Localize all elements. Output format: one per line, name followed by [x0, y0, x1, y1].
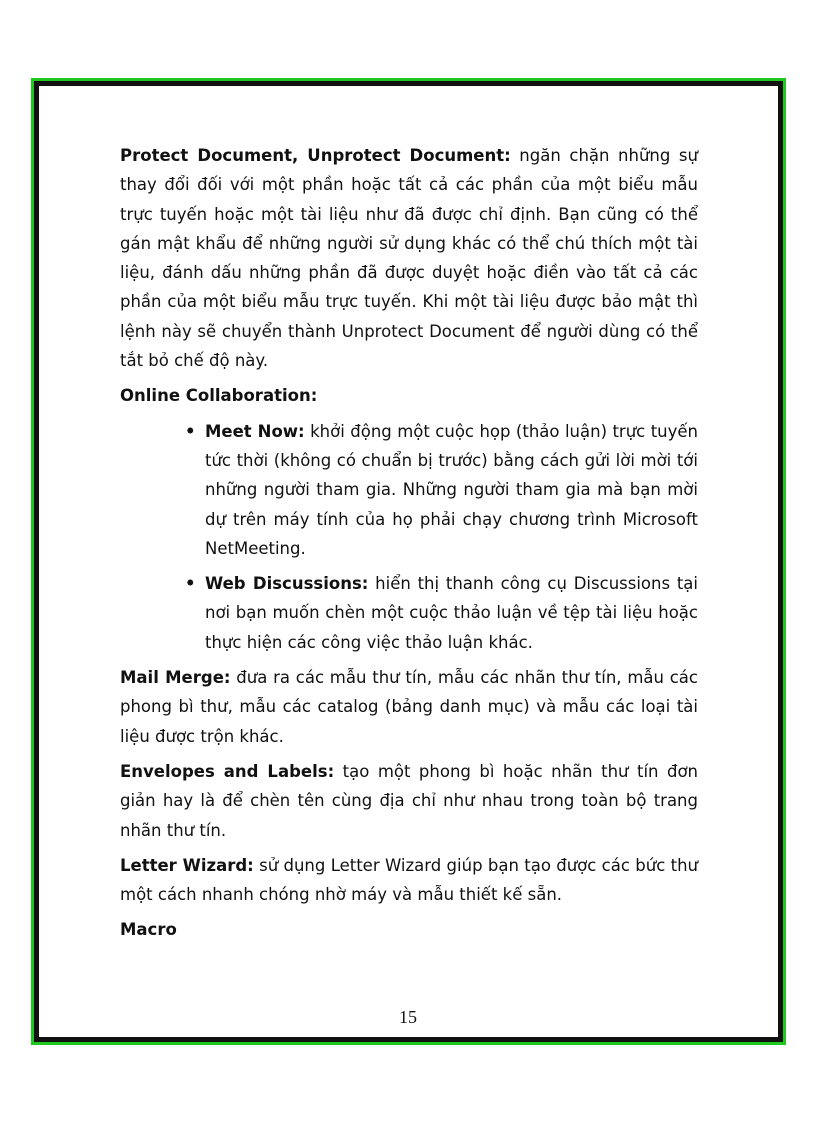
term-letter-wizard: Letter Wizard: — [120, 855, 254, 875]
online-collaboration-list — [120, 417, 698, 657]
term-mail-merge: Mail Merge: — [120, 668, 231, 688]
description-letter-wizard: sử dụng Letter Wizard giúp bạn tạo được các bức thư một cách nhanh chóng nhờ máy và mẫu thiết kế sẵn. — [120, 855, 698, 905]
heading-macro — [120, 915, 698, 944]
heading-macro-text: Macro — [120, 920, 177, 940]
document-body — [120, 141, 698, 951]
paragraph-letter-wizard — [120, 851, 698, 910]
paragraph-mail-merge — [120, 663, 698, 751]
heading-online-collaboration-text: Online Collaboration: — [120, 386, 318, 406]
term-meet-now: Meet Now: — [205, 421, 305, 441]
heading-online-collaboration — [120, 381, 698, 410]
term-web-discussions: Web Discussions: — [205, 574, 369, 594]
paragraph-protect-document — [120, 141, 698, 375]
term-envelopes-labels: Envelopes and Labels: — [120, 761, 335, 781]
paragraph-envelopes-labels — [120, 757, 698, 845]
term-protect-document: Protect Document, Unprotect Document: — [120, 146, 511, 165]
description-web-discussions: hiển thị thanh công cụ Discussions tại nơi bạn muốn chèn một cuộc thảo luận về tệp tài liệu hoặc thực hiện các công việc thảo luận khác. — [205, 574, 699, 652]
page-number: 15 — [399, 1007, 417, 1027]
list-item-meet-now — [185, 417, 698, 563]
description-meet-now: khởi động một cuộc họp (thảo luận) trực tuyến tức thời (không có chuẩn bị trước) bằng cách gửi lời mời tới những người tham gia. Những người tham gia mà bạn mời dự trên máy tính của họ phải chạy chương trình Microsoft NetMeeting. — [205, 421, 698, 558]
description-envelopes-labels: tạo một phong bì hoặc nhãn thư tín đơn giản hay là để chèn tên cùng địa chỉ như nhau trong toàn bộ trang nhãn thư tín. — [120, 761, 698, 840]
list-item-web-discussions — [185, 569, 699, 657]
bullet-icon: • — [185, 421, 196, 441]
description-protect-document: ngăn chặn những sự thay đổi đối với một phần hoặc tất cả các phần của một biểu mẫu trực tuyến hoặc một tài liệu như đã được chỉ định. Bạn cũng có thể gán mật khẩu để những người sử dụng khác có thể chú thích một tài liệu, đánh dấu những phần đã được duyệt hoặc điền vào tất cả các phần của một biểu mẫu trực tuyến. Khi một tài liệu được bảo mật thì lệnh này sẽ chuyển thành Unprotect Document để người dùng có thể tắt bỏ chế độ này. — [120, 146, 698, 371]
bullet-icon: • — [185, 574, 196, 594]
description-mail-merge: đưa ra các mẫu thư tín, mẫu các nhãn thư tín, mẫu các phong bì thư, mẫu các catalog (bảng danh mục) và mẫu các loại tài liệu được trộn khác. — [120, 668, 698, 746]
